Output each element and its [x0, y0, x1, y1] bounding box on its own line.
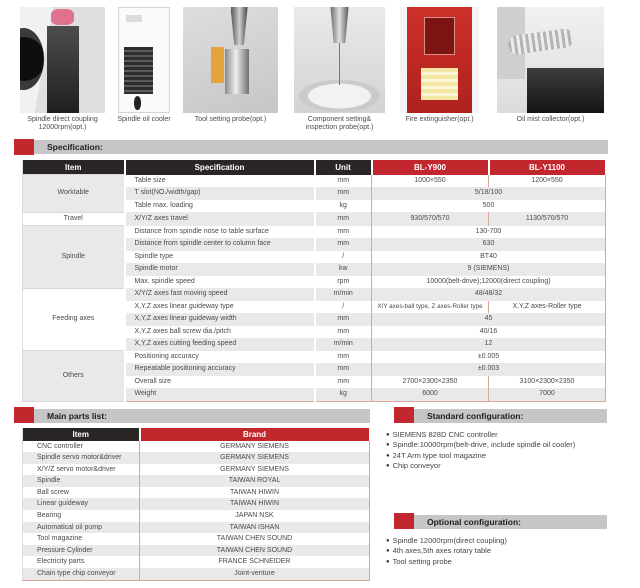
parts-item-cell: Electricity parts [23, 556, 140, 568]
spec-value-cell: X/Y axes-ball type, Z axes-Roller type [372, 301, 489, 314]
parts-brand-cell: FRANCE SCHNEIDER [140, 556, 370, 568]
optional-config-list [386, 536, 610, 568]
spec-name-cell: Repeatable positioning accuracy [125, 363, 315, 376]
red-square-icon [394, 513, 414, 529]
config-item-text: 24T Arm type tool magazine [392, 450, 486, 460]
spec-unit-cell: / [315, 301, 372, 314]
spec-name-cell: Positioning accuracy [125, 351, 315, 364]
spec-unit-cell: mm [315, 212, 372, 226]
bullet-icon: ● [386, 537, 390, 544]
parts-brand-cell: TAIWAN HIWIN [140, 498, 370, 510]
spindle-direct-coupling-photo [20, 7, 105, 113]
spec-unit-cell: mm [315, 351, 372, 364]
caption-line: 12000rpm(opt.) [38, 124, 87, 131]
parts-brand-cell: JAPAN NSK [140, 510, 370, 522]
product-component-inspection-probe [294, 7, 385, 132]
caption-line: Oil mist collector(opt.) [516, 116, 585, 123]
spec-name-cell: Weight [125, 388, 315, 401]
photo-decor [231, 7, 248, 45]
spec-value-cell: 1200×550 [489, 175, 606, 188]
spec-col-header: BL-Y900 [372, 160, 489, 175]
config-item-text: SIEMENS 828D CNC controller [392, 429, 498, 439]
config-item [386, 430, 610, 441]
parts-item-cell: Chain type chip conveyor [23, 568, 140, 580]
spec-value-cell: 3100×2300×2350 [489, 376, 606, 389]
spec-unit-cell: kw [315, 263, 372, 276]
bullet-icon: ● [386, 442, 390, 448]
spec-name-cell: T slot(NO./width/gap) [125, 187, 315, 200]
spec-row [23, 226, 606, 239]
section-header-optional-config [394, 515, 607, 529]
section-title-specification: Specification: [47, 142, 103, 152]
caption-line: Spindle direct coupling [27, 116, 98, 123]
parts-brand-cell: Joint-venture [140, 568, 370, 580]
bullet-icon: ● [386, 548, 390, 554]
parts-item-cell: CNC controller [23, 441, 140, 453]
spec-unit-cell: kg [315, 200, 372, 213]
section-title-optional-config: Optional configuration: [427, 516, 521, 527]
spec-unit-cell: rpm [315, 276, 372, 289]
parts-row [23, 545, 370, 557]
caption-line: Fire extinguisher(opt.) [405, 116, 474, 123]
parts-col-header: Brand [140, 428, 370, 441]
spec-unit-cell: mm [315, 376, 372, 389]
configuration-column [386, 409, 610, 581]
section-title-standard-config: Standard configuration: [427, 410, 524, 421]
config-item-text: Spindle 12000rpm(direct coupling) [392, 535, 507, 545]
spec-name-cell: Spindle type [125, 251, 315, 264]
spec-group-cell: Travel [23, 212, 125, 226]
config-item [386, 536, 610, 547]
spec-row [23, 288, 606, 301]
spec-value-cell: X,Y,Z axes-Roller type [489, 301, 606, 314]
parts-row [23, 533, 370, 545]
config-item [386, 461, 610, 472]
caption-line: inspection probe(opt.) [305, 124, 374, 131]
spec-unit-cell: m/min [315, 338, 372, 351]
config-item [386, 546, 610, 557]
product-spindle-direct-coupling [20, 7, 105, 132]
parts-brand-cell: GERMANY SIEMENS [140, 441, 370, 453]
parts-row [23, 556, 370, 568]
parts-header-row [23, 428, 370, 441]
spec-name-cell: Distance from spindle center to column face [125, 238, 315, 251]
spec-unit-cell: mm [315, 175, 372, 188]
spec-header-row [23, 160, 606, 175]
spindle-oil-cooler-photo [118, 7, 170, 113]
spec-value-cell: 45 [372, 313, 606, 326]
parts-row [23, 452, 370, 464]
parts-brand-cell: TAIWAN HIWIN [140, 487, 370, 499]
parts-row [23, 464, 370, 476]
product-oil-mist-collector [497, 7, 604, 124]
parts-item-cell: Pressure Cylinder [23, 545, 140, 557]
parts-row [23, 510, 370, 522]
config-item [386, 440, 610, 451]
bottom-area [0, 409, 640, 581]
spec-value-cell: 130-700 [372, 226, 606, 239]
bullet-icon: ● [386, 463, 390, 469]
product-fire-extinguisher [400, 7, 479, 124]
config-item [386, 451, 610, 462]
spec-value-cell: 630 [372, 238, 606, 251]
standard-config-list [386, 430, 610, 472]
spec-col-header: BL-Y1100 [489, 160, 606, 175]
spec-row [23, 212, 606, 226]
parts-row [23, 568, 370, 580]
spec-name-cell: Table max. loading [125, 200, 315, 213]
caption-line: Component setting& [307, 116, 372, 123]
bullet-icon: ● [386, 431, 390, 438]
spec-value-cell: 10000(belt-drive);12000(direct coupling) [372, 276, 606, 289]
bullet-icon: ● [386, 452, 390, 459]
spec-value-cell: 2700×2300×2350 [372, 376, 489, 389]
tool-setting-probe-photo [183, 7, 278, 113]
spec-name-cell: Table size [125, 175, 315, 188]
parts-brand-cell: TAIWAN CHEN SOUND [140, 545, 370, 557]
config-item [386, 557, 610, 568]
photo-decor [20, 28, 44, 89]
parts-brand-cell: TAIWAN ROYAL [140, 475, 370, 487]
config-item-text: Tool setting probe [392, 556, 452, 566]
spec-unit-cell: mm [315, 238, 372, 251]
component-inspection-probe-photo [294, 7, 385, 113]
spec-group-cell: Feeding axes [23, 288, 125, 351]
parts-brand-cell: GERMANY SIEMENS [140, 452, 370, 464]
parts-item-cell: Ball screw [23, 487, 140, 499]
photo-decor [497, 7, 525, 79]
spec-table [22, 160, 607, 402]
spec-name-cell: X,Y,Z axes linear guideway type [125, 301, 315, 314]
parts-col-header: Item [23, 428, 140, 441]
spec-unit-cell: mm [315, 187, 372, 200]
parts-brand-cell: TAIWAN ISHAN [140, 522, 370, 534]
parts-brand-cell: GERMANY SIEMENS [140, 464, 370, 476]
parts-row [23, 498, 370, 510]
spec-unit-cell: mm [315, 226, 372, 239]
spec-unit-cell: kg [315, 388, 372, 401]
red-square-icon [394, 407, 414, 423]
parts-item-cell: Tool magazine [23, 533, 140, 545]
spec-value-cell: BT40 [372, 251, 606, 264]
spec-group-cell: Worktable [23, 175, 125, 213]
product-caption [497, 116, 604, 124]
fire-extinguisher-photo [400, 7, 479, 113]
spec-unit-cell: m/min [315, 288, 372, 301]
spec-value-cell: 500 [372, 200, 606, 213]
spec-value-cell: 1130/570/570 [489, 212, 606, 226]
parts-row [23, 441, 370, 453]
spec-col-header: Specification [125, 160, 315, 175]
product-spindle-oil-cooler [118, 7, 170, 124]
spec-value-cell: 9 (SIEMENS) [372, 263, 606, 276]
spec-group-cell: Others [23, 351, 125, 402]
section-header-specification [14, 140, 608, 154]
spec-row [23, 351, 606, 364]
parts-row [23, 487, 370, 499]
parts-item-cell: X/Y/Z servo motor&driver [23, 464, 140, 476]
spec-unit-cell: mm [315, 313, 372, 326]
spec-col-header: Item [23, 160, 125, 175]
spec-unit-cell: / [315, 251, 372, 264]
spec-name-cell: X,Y,Z axes ball screw dia./pitch [125, 326, 315, 339]
config-item-text: Spindle:10000rpm(belt-drive, include spindle oil cooler) [392, 440, 576, 449]
spec-value-cell: 1000×550 [372, 175, 489, 188]
red-square-icon [14, 407, 34, 423]
spec-value-cell: 6000 [372, 388, 489, 401]
caption-line: Spindle oil cooler [117, 116, 171, 123]
spec-value-cell: 7000 [489, 388, 606, 401]
parts-item-cell: Automatical oil pump [23, 522, 140, 534]
section-title-main-parts: Main parts list: [47, 410, 107, 421]
spec-name-cell: Max. spindle speed [125, 276, 315, 289]
spec-unit-cell: mm [315, 326, 372, 339]
spec-name-cell: Spindle motor [125, 263, 315, 276]
parts-table [22, 428, 371, 581]
spec-name-cell: X/Y/Z axes fast moving speed [125, 288, 315, 301]
spec-value-cell: 40/16 [372, 326, 606, 339]
section-header-main-parts [14, 409, 370, 423]
spec-value-cell: 12 [372, 338, 606, 351]
photo-decor [134, 96, 142, 110]
spec-name-cell: Distance from spindle nose to table surface [125, 226, 315, 239]
spec-value-cell: 930/570/570 [372, 212, 489, 226]
parts-item-cell: Spindle [23, 475, 140, 487]
main-parts-column [14, 409, 370, 581]
parts-row [23, 522, 370, 534]
oil-mist-collector-photo [497, 7, 604, 113]
parts-row [23, 475, 370, 487]
config-item-text: Chip conveyor [392, 461, 441, 470]
spec-group-cell: Spindle [23, 226, 125, 289]
parts-item-cell: Linear guideway [23, 498, 140, 510]
spec-name-cell: X,Y,Z axes cutting feeding speed [125, 338, 315, 351]
section-header-standard-config [394, 409, 607, 423]
spec-row [23, 175, 606, 188]
spec-name-cell: X/Y/Z axes travel [125, 212, 315, 226]
parts-brand-cell: TAIWAN CHEN SOUND [140, 533, 370, 545]
spec-value-cell: 48/48/32 [372, 288, 606, 301]
spec-value-cell: ±0.003 [372, 363, 606, 376]
bullet-icon: ● [386, 558, 390, 565]
spec-name-cell: Overall size [125, 376, 315, 389]
parts-item-cell: Spindle servo motor&driver [23, 452, 140, 464]
caption-line: Tool setting probe(opt.) [194, 116, 267, 123]
spec-col-header: Unit [315, 160, 372, 175]
red-square-icon [14, 139, 34, 155]
config-item-text: 4th axes,5th axes rotary table [392, 546, 492, 555]
spec-name-cell: X,Y,Z axes linear guideway width [125, 313, 315, 326]
spec-unit-cell: mm [315, 363, 372, 376]
photo-decor [424, 17, 454, 55]
product-tool-setting-probe [183, 7, 278, 124]
photo-decor [339, 41, 340, 86]
spec-value-cell: ±0.005 [372, 351, 606, 364]
spec-value-cell: 5/18/100 [372, 187, 606, 200]
parts-item-cell: Bearing [23, 510, 140, 522]
product-gallery [0, 7, 640, 132]
